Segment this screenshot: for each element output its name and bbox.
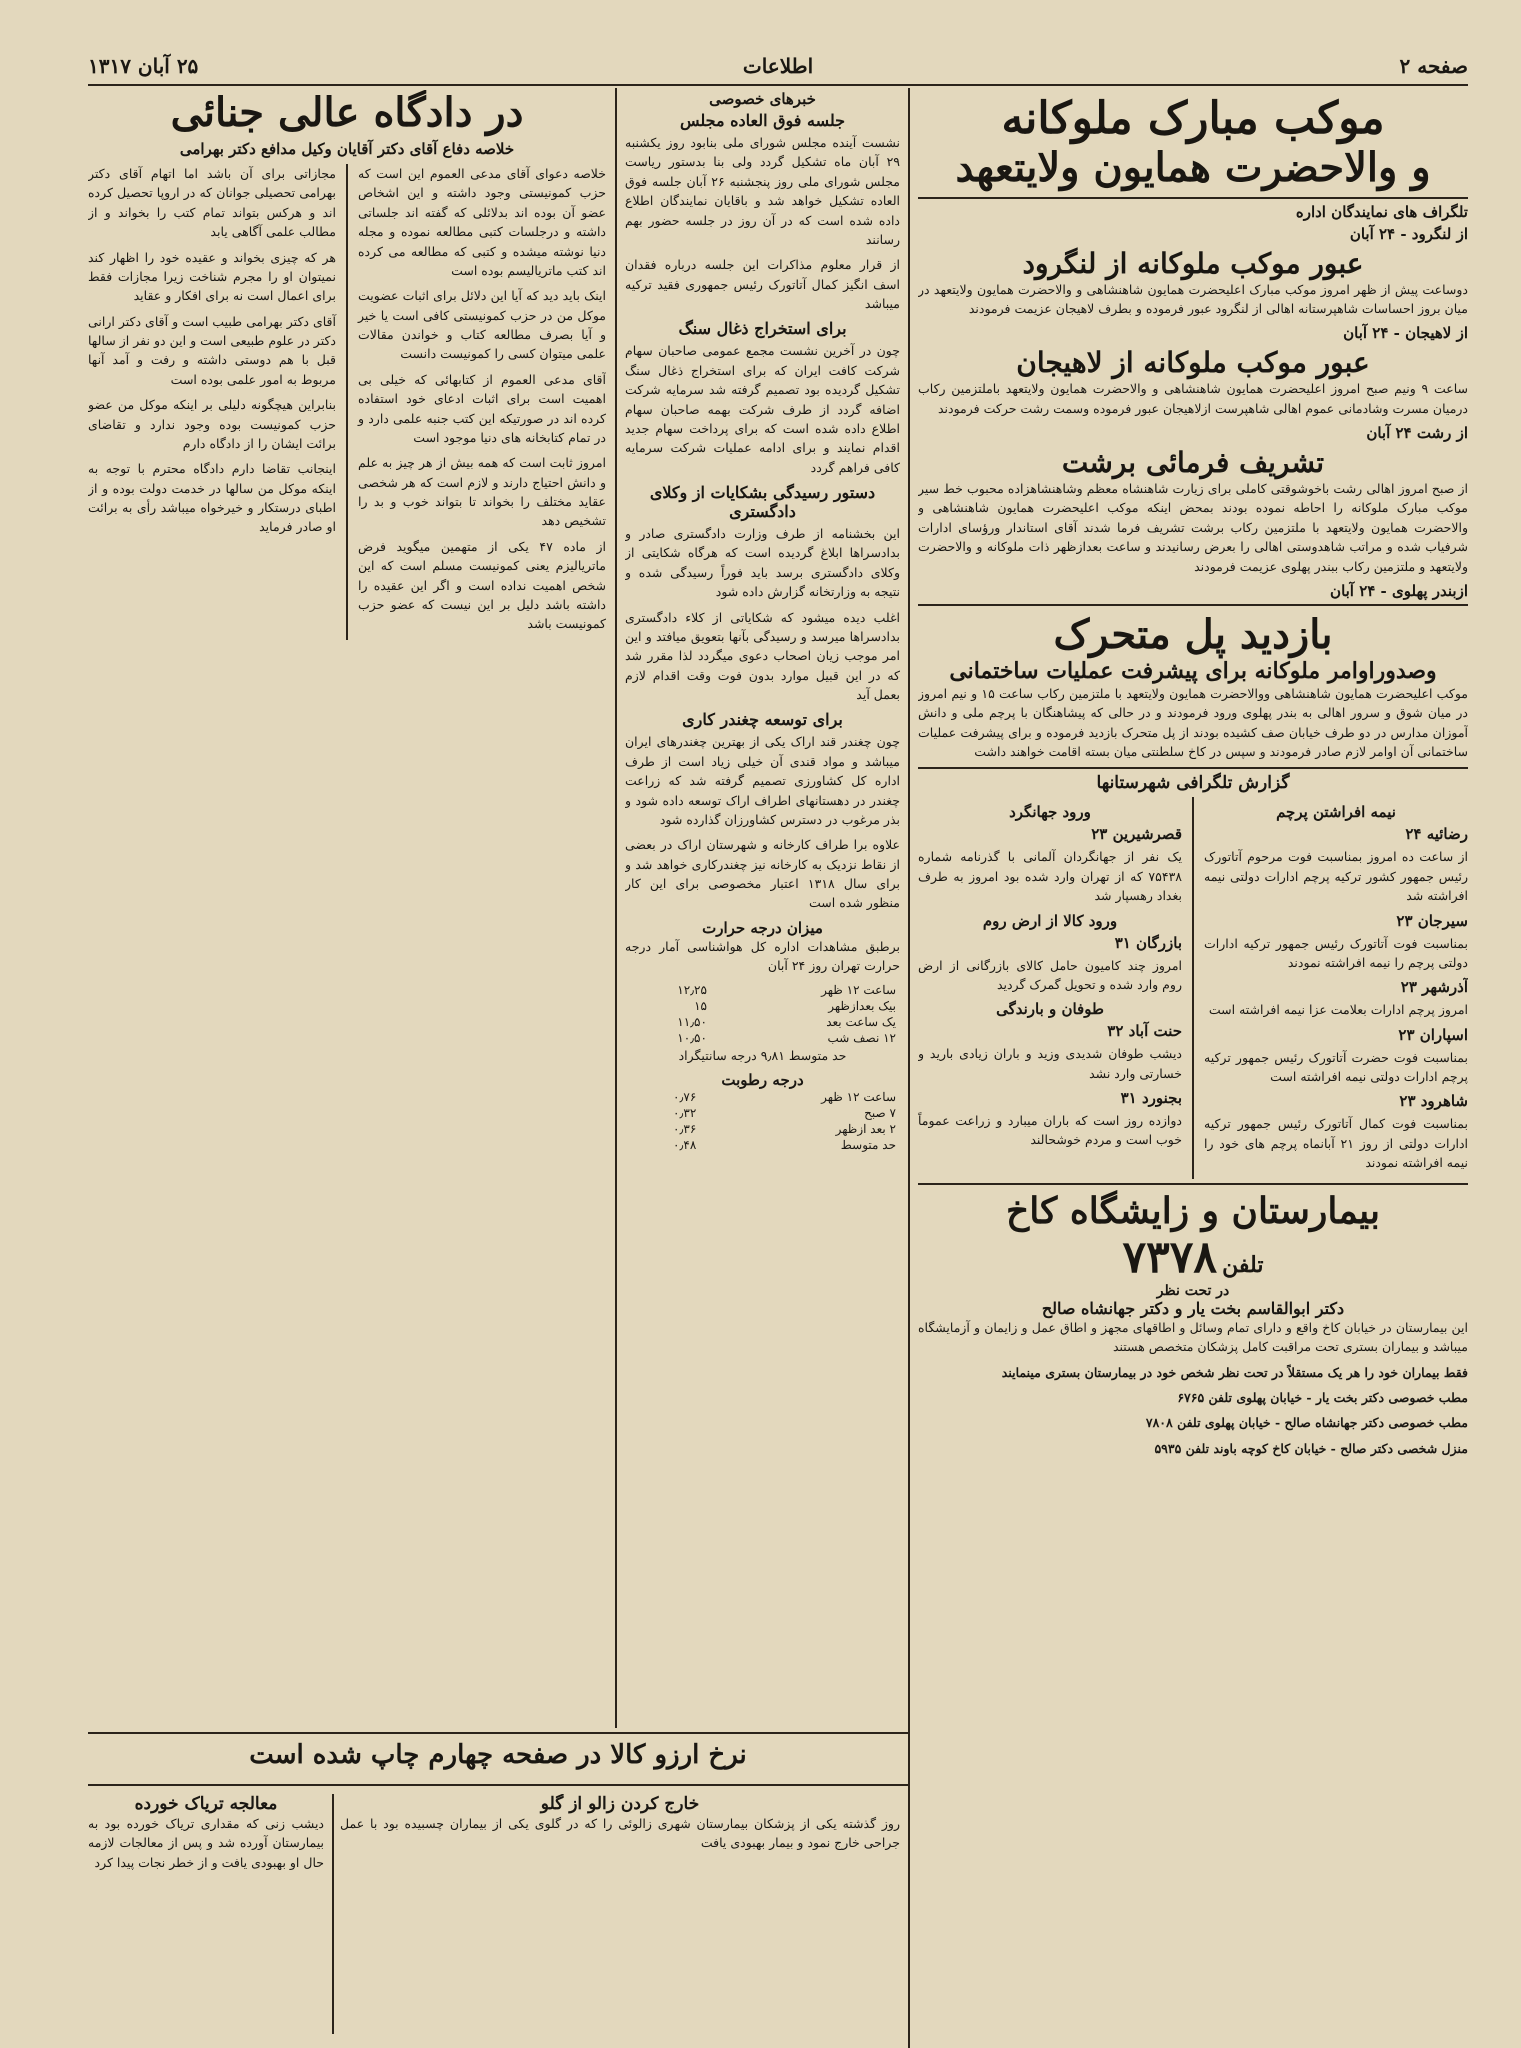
temp-value: ۱۰٫۵۰ — [677, 1030, 707, 1045]
story-langarud: دوساعت پیش از ظهر امروز موکب مبارک اعلیحضرت همایون شاهنشاهی و والاحضرت همایون ولایتعهد در میان بروز احساسات شاهپرستانه اهالی از لنگرود عبور فرموده و بطرف لاهیجان عزیمت فرمودند — [918, 281, 1468, 316]
box-divider — [332, 1794, 334, 2034]
court-para: آقای دکتر بهرامی طبیب است و آقای دکتر ارانی دکتر در علوم طبیعی است و این دو نفر از سالها قبل با هم دوستی داشته و رفت و آمد آنها مربوط به امور علمی بوده است — [88, 313, 336, 387]
city-dateline: اسپاران ۲۳ — [1398, 1025, 1468, 1044]
headline-rasht: تشریف فرمائی برشت — [1061, 446, 1325, 480]
city-body: یک نفر از جهانگردان آلمانی با گذرنامه شماره ۷۵۴۳۸ که از تهران وارد شده بود امروز به طرف بغداد رهسپار شد — [918, 849, 1182, 904]
temp-label: ساعت ۱۲ ظهر — [821, 982, 896, 997]
story-lawyers: این بخشنامه از طرف وزارت دادگستری صادر و بدادسراها ابلاغ گردیده است که هرگاه شکایتی از وکلای دادگستری برسد باید فوراً رسیدگی شده و نتیجه به وزارتخانه گزارش داده شود — [625, 526, 900, 600]
box-opium-body: دیشب زنی که مقداری تریاک خورده بود به بیمارستان آورده شد و پس از معالجات لازمه حال او بهبودی یافت و از خطر نجات پیدا کرد — [88, 1816, 324, 1870]
court-headline: در دادگاه عالی جنائی — [170, 90, 524, 136]
hospital-ad-title: بیمارستان و زایشگاه کاخ — [1005, 1189, 1381, 1232]
court-subcolumn-left — [88, 164, 336, 640]
city-body: امروز پرچم ادارات بعلامت عزا نیمه افراشته است — [1208, 1002, 1468, 1018]
humidity-table — [625, 1089, 900, 1153]
city-dateline: سیرجان ۲۳ — [1396, 911, 1468, 930]
phone-label: تلفن — [1222, 1251, 1264, 1278]
city-dateline: بازرگان ۳۱ — [1114, 933, 1182, 952]
city-dateline: قصرشیرین ۲۳ — [1091, 825, 1182, 844]
humid-value: ۰٫۳۶ — [673, 1121, 697, 1136]
court-para: خلاصه دعوای آقای مدعی العموم این است که حزب کمونیستی وجود داشته و این اشخاص عضو آن بوده اند بدلائلی که گفته اند جلساتی داشته و درجلسات کتبی مطالعه نموده و مجله دنیا نوشته میشده و کتبی که مطالعه می کرده اند کتب ماتریالیسم بوده است — [358, 166, 606, 278]
court-para: امروز ثابت است که همه بیش از هر چیز به علم و دانش احتیاج دارند و لازم است که هر شخصی عقاید مختلف را بخواند تا بتواند خوب و بد را تشخیص دهد — [358, 455, 606, 529]
head-sugarbeet: برای توسعه چغندر کاری — [682, 710, 843, 730]
temperature-title: میزان درجه حرارت — [702, 918, 823, 937]
city-reports-col-left — [918, 797, 1182, 1178]
paper-name: اطلاعات — [742, 54, 814, 78]
city-body: بمناسبت فوت کمال آتاتورک رئیس جمهور ترکیه ادارات دولتی از روز ۲۱ آبانماه پرچم های خود را نیمه افراشته نمودند — [1204, 1116, 1468, 1171]
court-para: از ماده ۴۷ یکی از متهمین میگوید فرض ماتریالیزم یعنی کمونیست مسلم است که این شخص اهمیت نداده است و اگر این عقیده را داشته باشد دلیل بر این نیست که عضو حزب کمونیست باشد — [358, 538, 606, 632]
humid-label: ۷ صبح — [864, 1105, 896, 1120]
divider — [918, 767, 1468, 769]
column-rule-middle — [615, 88, 617, 1728]
temp-value: ۱۲٫۲۵ — [677, 982, 707, 997]
temp-label: یک ساعت بعد — [826, 1014, 896, 1029]
city-title: ورود جهانگرد — [1009, 803, 1091, 822]
head-coal: برای استخراج ذغال سنگ — [678, 319, 847, 339]
humid-value: ۰٫۴۸ — [673, 1137, 697, 1152]
court-para: اینجانب تقاضا دارم دادگاه محترم با توجه به اینکه موکل من سالها در خدمت دولت بوده و از اطبای درستکار و خیرخواه میباشد رأی به برائت او صادر فرماید — [88, 461, 336, 535]
divider — [88, 1732, 908, 1734]
table-row — [625, 1121, 900, 1137]
city-body: بمناسبت فوت حضرت آتاتورک رئیس جمهور ترکیه پرچم ادارات دولتی نیمه افراشته است — [1204, 1049, 1468, 1085]
divider — [918, 197, 1468, 199]
rates-banner: نرخ ارزو کالا در صفحه چهارم چاپ شده است — [249, 1740, 747, 1770]
city-reports — [918, 797, 1468, 1178]
table-row — [625, 982, 900, 998]
table-row — [625, 1105, 900, 1121]
box-opium-title: معالجه تریاک خورده — [134, 1794, 278, 1814]
head-parliament: جلسه فوق العاده مجلس — [679, 111, 846, 130]
city-dateline: آذرشهر ۲۳ — [1400, 978, 1468, 997]
divider — [88, 1784, 908, 1786]
telegraph-label: تلگراف های نمایندگان اداره — [1295, 202, 1468, 221]
city-title: نیمه افراشتن پرچم — [1276, 803, 1396, 822]
court-para: آقای مدعی العموم از کتابهائی که خیلی بی اهمیت است برای اثبات ادعای خود استفاده کرده اند در صورتیکه این کتب جنبه علمی دارد و در تمام کتابخانه های دنیا موجود است — [358, 371, 606, 445]
city-title: ورود کالا از ارض روم — [982, 911, 1118, 930]
city-body: دوازده روز است که باران میبارد و زراعت عموماً خوب است و مردم خوشحالند — [918, 1113, 1182, 1148]
temperature-table — [625, 982, 900, 1046]
story-parliament-2: از قرار معلوم مذاکرات این جلسه درباره فقدان اسف انگیز کمال آتاتورک رئیس جمهوری فقید ترکیه میباشد — [625, 257, 900, 311]
humid-value: ۰٫۷۶ — [673, 1089, 697, 1104]
table-row — [625, 1137, 900, 1153]
main-headline-2: و والاحضرت همایون ولایتعهد — [955, 143, 1431, 191]
court-subheadline: خلاصه دفاع آقای دکتر آقایان وکیل مدافع دکتر بهرامی — [179, 140, 515, 158]
headline-langarud: عبور موکب ملوکانه از لنگرود — [1022, 246, 1364, 280]
dateline-pahlavi: ازبندر پهلوی - ۲۴ آبان — [1330, 581, 1468, 600]
main-headline-1: موکب مبارک ملوکانه — [1001, 93, 1385, 144]
humid-label: ۲ بعد ازظهر — [835, 1121, 896, 1136]
hospital-phone — [918, 1232, 1468, 1283]
table-row — [625, 1014, 900, 1030]
story-lahijan: ساعت ۹ ونیم صبح امروز اعلیحضرت همایون شاهنشاهی و والاحضرت همایون ولایتعهد باملتزمین رکاب درمیان مسرت وشادمانی عموم اهالی شاهپرست ازلاهیجان عبور فرموده وسمت رشت حرکت فرمودند — [918, 381, 1468, 416]
city-dateline: رضائیه ۲۴ — [1405, 825, 1468, 844]
phone-number: ۷۳۷۸ — [1122, 1231, 1218, 1283]
box-leech — [340, 1794, 900, 2034]
temp-label: بیک بعدازظهر — [828, 998, 896, 1013]
hospital-body: این بیمارستان در خیابان کاخ واقع و دارای تمام وسائل و اطاقهای مجهز و اطاق عمل و زایمان و آزمایشگاه میباشد و بیماران بستری تحت مراقبت کامل پزشکان متخصص هستند — [918, 1319, 1468, 1355]
city-body: از ساعت ده امروز بمناسبت فوت مرحوم آتاتورک رئیس جمهور کشور ترکیه پرچم ادارات دولتی نیمه افراشته شد — [1204, 849, 1468, 904]
box-leech-body: روز گذشته یکی از پزشکان بیمارستان شهری زالوئی را که در گلوی یکی از بیماران چسبیده بود با عمل جراحی خارج نمود و بیمار بهبودی یافت — [340, 1816, 900, 1851]
right-column — [918, 90, 1468, 2040]
clinic-bakhtyar: مطب خصوصی دکتر بخت یار - خیابان پهلوی تلفن ۶۷۶۵ — [1177, 1390, 1468, 1406]
divider — [918, 1183, 1468, 1185]
city-dateline: بجنورد ۳۱ — [1120, 1089, 1182, 1108]
hospital-doctors: دکتر ابوالقاسم بخت یار و دکتر جهانشاه صالح — [1041, 1298, 1345, 1318]
subheadline-bridge: وصدوراوامر ملوکانه برای پیشرفت عملیات ساختمانی — [949, 657, 1437, 684]
page-number: صفحه ۲ — [1399, 54, 1468, 78]
court-para: مجازاتی برای آن باشد اما اتهام آقای دکتر بهرامی تحصیلی جوانان که در اروپا تحصیل کرده اند و هرکس بتواند تمام کتب را بخواند و از مطالب علمی آگاهی یابد — [88, 166, 336, 240]
hospital-note: فقط بیماران خود را هر یک مستقلاً در تحت نظر شخص خود در بیمارستان بستری مینمایند — [1001, 1364, 1468, 1380]
page-header — [88, 48, 1468, 86]
column-rule-right — [908, 88, 910, 2048]
court-para: اینک باید دید که آیا این دلائل برای اثبات عضویت موکل من در حزب کمونیستی کافی است یا خیر و آیا بصرف مطالعه کتاب و خواندن مقالات علمی میتوان کسی را کمونیست دانست — [358, 288, 606, 362]
story-sugarbeet-2: علاوه برا طراف کارخانه و شهرستان اراک در بعضی از نقاط نزدیک به کارخانه نیز چغندرکاری خواهد شد و برای سال ۱۳۱۸ اعتبار مخصوصی برای این کار منظور شده است — [625, 837, 900, 911]
story-lawyers-2: اغلب دیده میشود که شکایاتی از کلاء دادگستری بدادسراها میرسد و رسیدگی بآنها بتعویق میافتد و این امر موجب زیان اصحاب دعوی میگردد لذا مقرر شد که در این قبیل موارد بدون فوت وقت اقدام لازم بعمل آید — [625, 609, 900, 702]
temp-value: ۱۵ — [694, 998, 707, 1013]
court-para: بنابراین هیچگونه دلیلی بر اینکه موکل من عضو حزب کمونیست بوده وجود ندارد و تقاضای برائت ایشان را از دادگاه دارم — [88, 397, 336, 451]
story-coal: چون در آخرین نشست مجمع عمومی صاحبان سهام شرکت کافت ایران که برای استخراج ذغال سنگ تشکیل گردیده بود تصمیم گرفته شد سرمایه شرکت اضافه گردد از طرف شرکت بهمه صاحبان سهام اطلاع داده شده است که برای پرداخت سهام جدید اقدام نمایند و برای ادامه عملیات شرکت سرمایه کافی فراهم گردد — [625, 343, 900, 475]
humid-value: ۰٫۳۲ — [673, 1105, 697, 1120]
clinic-saleh: مطب خصوصی دکتر جهانشاه صالح - خیابان پهلوی تلفن ۷۸۰۸ — [1145, 1415, 1468, 1431]
court-divider — [346, 164, 348, 640]
home-saleh: منزل شخصی دکتر صالح - خیابان کاخ کوچه باوند تلفن ۵۹۳۵ — [1154, 1440, 1468, 1456]
story-sugarbeet: چون چغندر قند اراک یکی از بهترین چغندرهای ایران میباشد و مواد قندی آن خیلی زیاد است از طرف اداره کل کشاورزی تصمیم گرفته شد که زراعت چغندر در دهستانهای اطراف اراک توسعه داده شود و بذر مرغوب در دسترس کشاورزان گذارده شود — [625, 734, 900, 827]
humid-label: ساعت ۱۲ ظهر — [821, 1089, 896, 1104]
city-report-title: گزارش تلگرافی شهرستانها — [1096, 773, 1290, 794]
dateline-lahijan: از لاهیجان - ۲۴ آبان — [1343, 324, 1468, 343]
temp-label: ۱۲ نصف شب — [827, 1030, 896, 1045]
divider — [918, 604, 1468, 606]
headline-lahijan: عبور موکب ملوکانه از لاهیجان — [1016, 346, 1370, 380]
city-dateline: حنت آباد ۳۲ — [1107, 1022, 1182, 1041]
table-row — [625, 998, 900, 1014]
city-body: بمناسبت فوت آتاتورک رئیس جمهور ترکیه ادارات دولتی پرچم را نیمه افراشته نمودند — [1204, 935, 1468, 970]
table-row — [625, 1089, 900, 1105]
city-body: دیشب طوفان شدیدی وزید و باران زیادی بارید و خسارتی وارد نشد — [918, 1046, 1182, 1081]
hospital-supervision: در تحت نظر — [1156, 1282, 1230, 1299]
story-parliament: نشست آینده مجلس شورای ملی بنابود روز یکشنبه ۲۹ آبان ماه تشکیل گردد ولی بنا بدستور ریاست مجلس شورای ملی روز پنجشنبه ۲۶ آبان جلسه فوق العاده تشکیل خواهد شد و باقایان نمایندگان اطلاع داده شده است که در آن روز در جلسه حضور بهم رسانند — [625, 135, 900, 247]
table-row — [625, 1030, 900, 1046]
left-column — [88, 90, 606, 1730]
city-title: طوفان و بارندگی — [996, 1000, 1104, 1019]
city-body: امروز چند کامیون حامل کالای بازرگانی از ارض روم وارد شده و تحویل گمرک گردید — [918, 957, 1182, 992]
head-lawyers: دستور رسیدگی بشکایات از وکلای دادگستری — [649, 483, 876, 521]
story-bridge: موکب اعلیحضرت همایون شاهنشاهی ووالاحضرت همایون ولایتعهد با ملتزمین رکاب ساعت ۱۵ و نیم امروز در میان شوق و سرور اهالی به بندر پهلوی ورود فرمودند و در حالی که پیشاهنگان با پرچم ملی و دانش آموزان مدارس در دو طرف خیابان صف کشیده بودند از پل متحرک بازدید فرموده و برای پیشرفت عملیات ساختمانی آن اوامر لازم صادر فرمودند و سپس در کاخ سلطنتی میان بسته اقامت خواهند داشت — [918, 685, 1468, 760]
humidity-title: درجه رطوبت — [721, 1070, 804, 1089]
dateline-rasht: از رشت ۲۴ آبان — [1366, 424, 1468, 443]
story-rasht: از صبح امروز اهالی رشت باخوشوقتی کاملی برای زیارت شاهنشاه معظم وشاهنشاهزاده محبوب خط سیر موکب مبارک ملوکانه را احاطه نموده بودند بمحض اینکه موکب اعلیحضرت همایون شاهنشاهی و والاحضرت همایون ولایتعهد با ملتزمین رکاب برشت تشریف فرما شدند آقای استاندار ورؤسای ادارات شرفیاب شده و مراتب شاهدوستی اهالی را بعرض رسانیدند و ساعت بعدازظهر ذات ملوکانه و والاحضرت ولایتعهد و ملتزمین رکاب ببندر پهلوی عزیمت فرمودند — [918, 481, 1468, 574]
issue-date: ۲۵ آبان ۱۳۱۷ — [88, 54, 199, 78]
city-divider — [1192, 797, 1194, 1178]
temp-value: ۱۱٫۵۰ — [677, 1014, 707, 1029]
dateline-langarud: از لنگرود - ۲۴ آبان — [1349, 224, 1468, 243]
box-opium — [88, 1794, 324, 2034]
city-reports-col-right — [1204, 797, 1468, 1178]
court-para: هر که چیزی بخواند و عقیده خود را اظهار کند نمیتوان او را مجرم شناخت زیرا مجازات فقط برای اعمال است نه برای افکار و عقاید — [88, 249, 336, 304]
temperature-average: حد متوسط ۹٫۸۱ درجه سانتیگراد — [678, 1047, 847, 1063]
section-private-news: خبرهای خصوصی — [709, 90, 816, 108]
city-dateline: شاهرود ۲۳ — [1399, 1092, 1468, 1111]
box-leech-title: خارج کردن زالو از گلو — [540, 1794, 700, 1814]
court-subcolumn-right — [358, 164, 606, 640]
humid-label: حد متوسط — [840, 1137, 896, 1152]
headline-bridge: بازدید پل متحرک — [1053, 610, 1333, 658]
temperature-intro: برطبق مشاهدات اداره کل هواشناسی آمار درجه حرارت تهران روز ۲۴ آبان — [625, 938, 900, 974]
court-body — [88, 164, 606, 640]
